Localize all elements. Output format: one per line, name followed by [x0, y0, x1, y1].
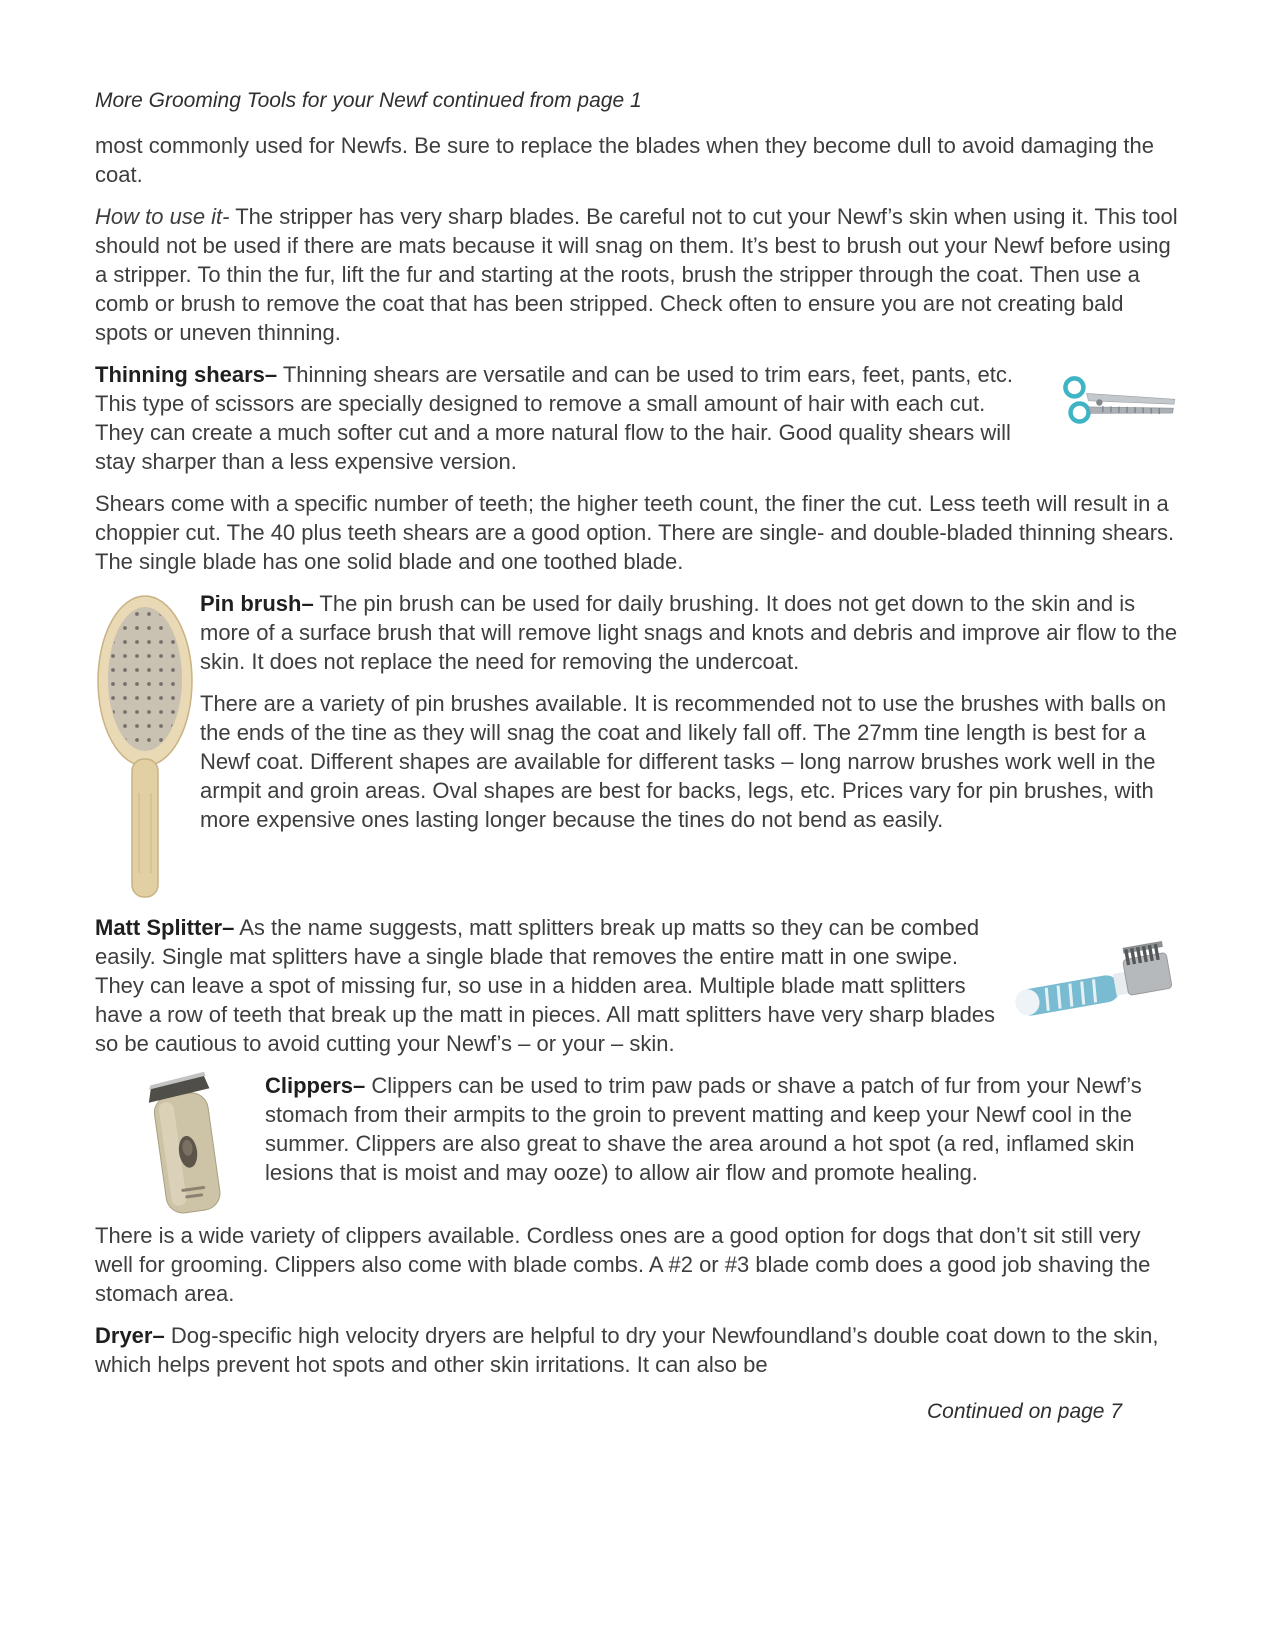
clippers-photo: [95, 1071, 263, 1219]
paragraph-matt-splitter: [95, 913, 1180, 1058]
paragraph-lead: How to use it-: [95, 204, 230, 229]
paragraph-lead: Matt Splitter–: [95, 915, 235, 940]
paragraph-how-to-use: [95, 202, 1180, 347]
paragraph-clippers: [265, 1071, 1180, 1187]
continuation-header: More Grooming Tools for your Newf continued from page 1: [95, 89, 642, 112]
paragraph-thinning-shears: [95, 360, 1180, 476]
clippers-graphic: [95, 1071, 263, 1219]
continuation-footer: Continued on page 7: [927, 1400, 1122, 1423]
paragraph-lead: Clippers–: [265, 1073, 366, 1098]
pin-brush-photo: [95, 593, 195, 905]
thinning-shears-photo: [1055, 366, 1180, 446]
clippers-section: [95, 1071, 1180, 1221]
paragraph-dryer: [95, 1321, 1180, 1379]
paragraph-text: Shears come with a specific number of teeth; the higher teeth count, the finer the cut. Less teeth will result in a choppier cut. The 40 plus teeth shears are a good option. There are single- and double-bladed thinning shears. The single blade has one solid blade and one toothed blade.: [95, 491, 1175, 574]
paragraph-text: Clippers can be used to trim paw pads or shave a patch of fur from your Newf’s stomach from their armpits to the groin to prevent matting and keep your Newf cool in the summer. Clippers are also great to shave the area around a hot spot (a red, inflamed skin lesions that is moist and may ooze) to allow air flow and promote healing.: [265, 1073, 1142, 1185]
pin-brush-section: [95, 589, 1180, 913]
paragraph-lead: Dryer–: [95, 1323, 165, 1348]
paragraph-text: There is a wide variety of clippers available. Cordless ones are a good option for dogs that don’t sit still very well for grooming. Clippers also come with blade combs. A #2 or #3 blade comb does a good job shaving the stomach area.: [95, 1223, 1151, 1306]
paragraph-text: The pin brush can be used for daily brushing. It does not get down to the skin and is more of a surface brush that will remove light snags and knots and debris and improve air flow to the skin. It does not replace the need for removing the undercoat.: [200, 591, 1178, 674]
paragraph-shears-teeth: [95, 489, 1180, 576]
matt-splitter-photo: [1012, 927, 1180, 1035]
matt-splitter-graphic: [1012, 927, 1180, 1035]
paragraph-pin-brush-variety: [200, 689, 1180, 834]
paragraph-text: There are a variety of pin brushes available. It is recommended not to use the brushes with balls on the ends of the tine as they will snag the coat and likely fall off. The 27mm tine length is best for a Newf coat. Different shapes are available for different tasks – long narrow brushes work well in the armpit and groin areas. Oval shapes are best for backs, legs, etc. Prices vary for pin brushes, with more expensive ones lasting longer because the tines do not bend as easily.: [200, 691, 1167, 832]
pin-brush-graphic: [95, 593, 195, 905]
paragraph-text: As the name suggests, matt splitters break up matts so they can be combed easily. Single mat splitters have a single blade that removes the entire matt in one swipe. They can leave a spot of missing fur, so use in a hidden area. Multiple blade matt splitters have a row of teeth that break up the matt in pieces. All matt splitters have very sharp blades so be cautious to avoid cutting your Newf’s – or your – skin.: [95, 915, 996, 1056]
paragraph-pin-brush: [200, 589, 1180, 676]
paragraph-text: Thinning shears are versatile and can be used to trim ears, feet, pants, etc. This type of scissors are specially designed to remove a small amount of hair with each cut. They can create a much softer cut and a more natural flow to the hair. Good quality shears will stay sharper than a less expensive version.: [95, 362, 1013, 474]
paragraph-stripper-continued: [95, 131, 1180, 189]
paragraph-lead: Thinning shears–: [95, 362, 278, 387]
thinning-shears-graphic: [1055, 366, 1180, 446]
paragraph-text: most commonly used for Newfs. Be sure to replace the blades when they become dull to avoid damaging the coat.: [95, 133, 1155, 187]
paragraph-clippers-variety: [95, 1221, 1180, 1308]
paragraph-lead: Pin brush–: [200, 591, 314, 616]
paragraph-text: The stripper has very sharp blades. Be careful not to cut your Newf’s skin when using it. This tool should not be used if there are mats because it will snag on them. It’s best to brush out your Newf before using a stripper. To thin the fur, lift the fur and starting at the roots, brush the stripper through the coat. Then use a comb or brush to remove the coat that has been stripped. Check often to ensure you are not creating bald spots or uneven thinning.: [95, 204, 1178, 345]
paragraph-text: Dog-specific high velocity dryers are helpful to dry your Newfoundland’s double coat down to the skin, which helps prevent hot spots and other skin irritations. It can also be: [95, 1323, 1159, 1377]
